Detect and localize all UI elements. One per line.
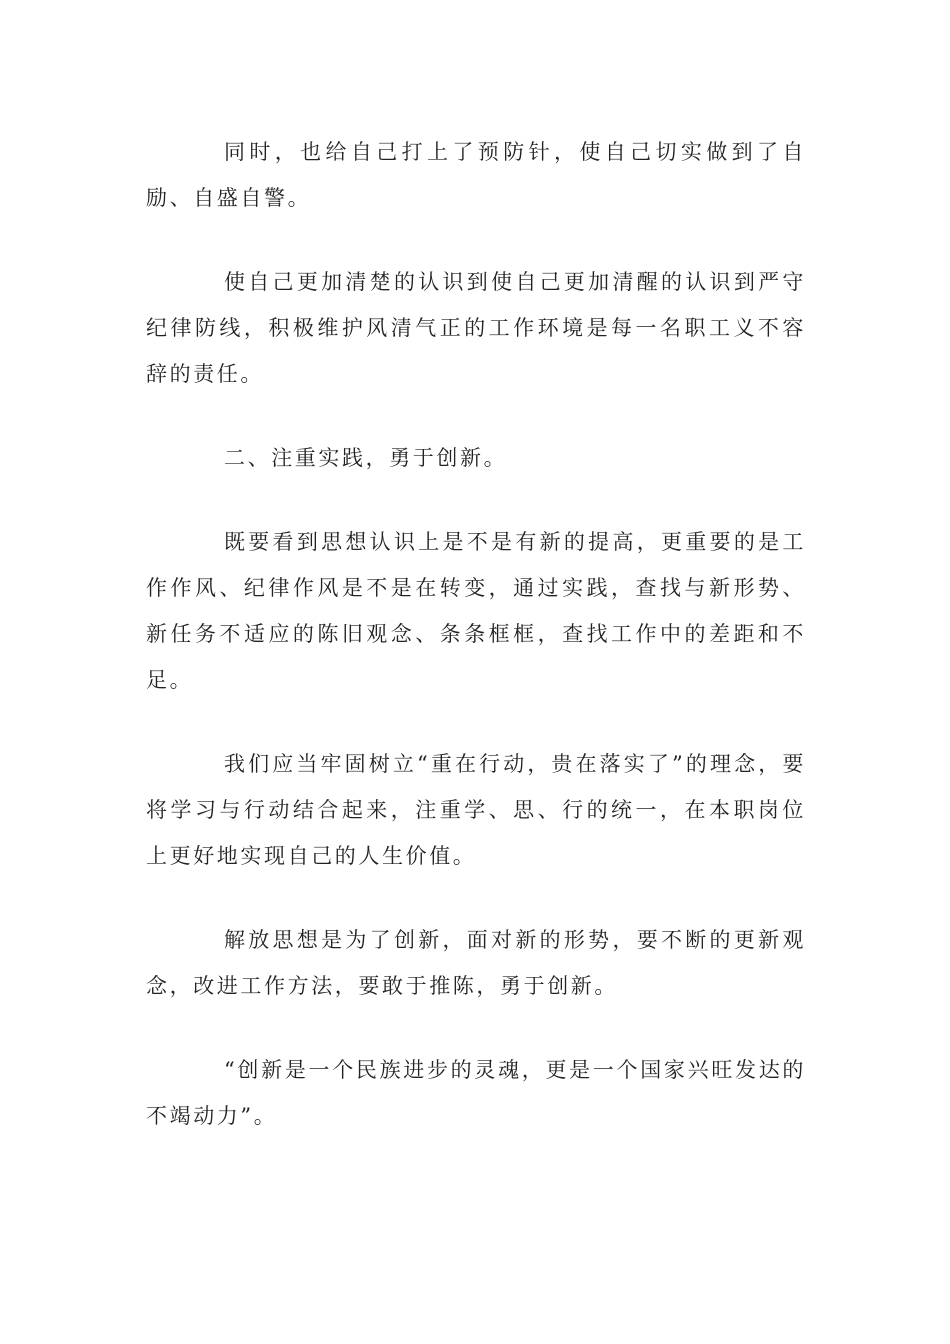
document-body: [146, 129, 806, 1177]
paragraph-action: 我们应当牢固树立“重在行动，贵在落实了”的理念，要将学习与行动结合起来，注重学、思、行的统一，在本职岗位上更好地实现自己的人生价值。: [146, 752, 806, 868]
paragraph-emancipate-mind: 解放思想是为了创新，面对新的形势，要不断的更新观念，改进工作方法，要敢于推陈，勇于创新。: [146, 928, 806, 998]
section-heading-practice-innovation: 二、注重实践，勇于创新。: [224, 446, 508, 470]
paragraph-self-warning: 同时，也给自己打上了预防针，使自己切实做到了自励、自盛自警。: [146, 140, 806, 210]
paragraph-discipline: 使自己更加清楚的认识到使自己更加清醒的认识到严守纪律防线，积极维护风清气正的工作环境是每一名职工义不容辞的责任。: [146, 270, 806, 386]
paragraph-innovation-quote: “创新是一个民族进步的灵魂，更是一个国家兴旺发达的不竭动力”。: [146, 1058, 806, 1128]
paragraph-work-style: 既要看到思想认识上是不是有新的提高，更重要的是工作作风、纪律作风是不是在转变，通过实践，查找与新形势、新任务不适应的陈旧观念、条条框框，查找工作中的差距和不足。: [146, 530, 806, 692]
